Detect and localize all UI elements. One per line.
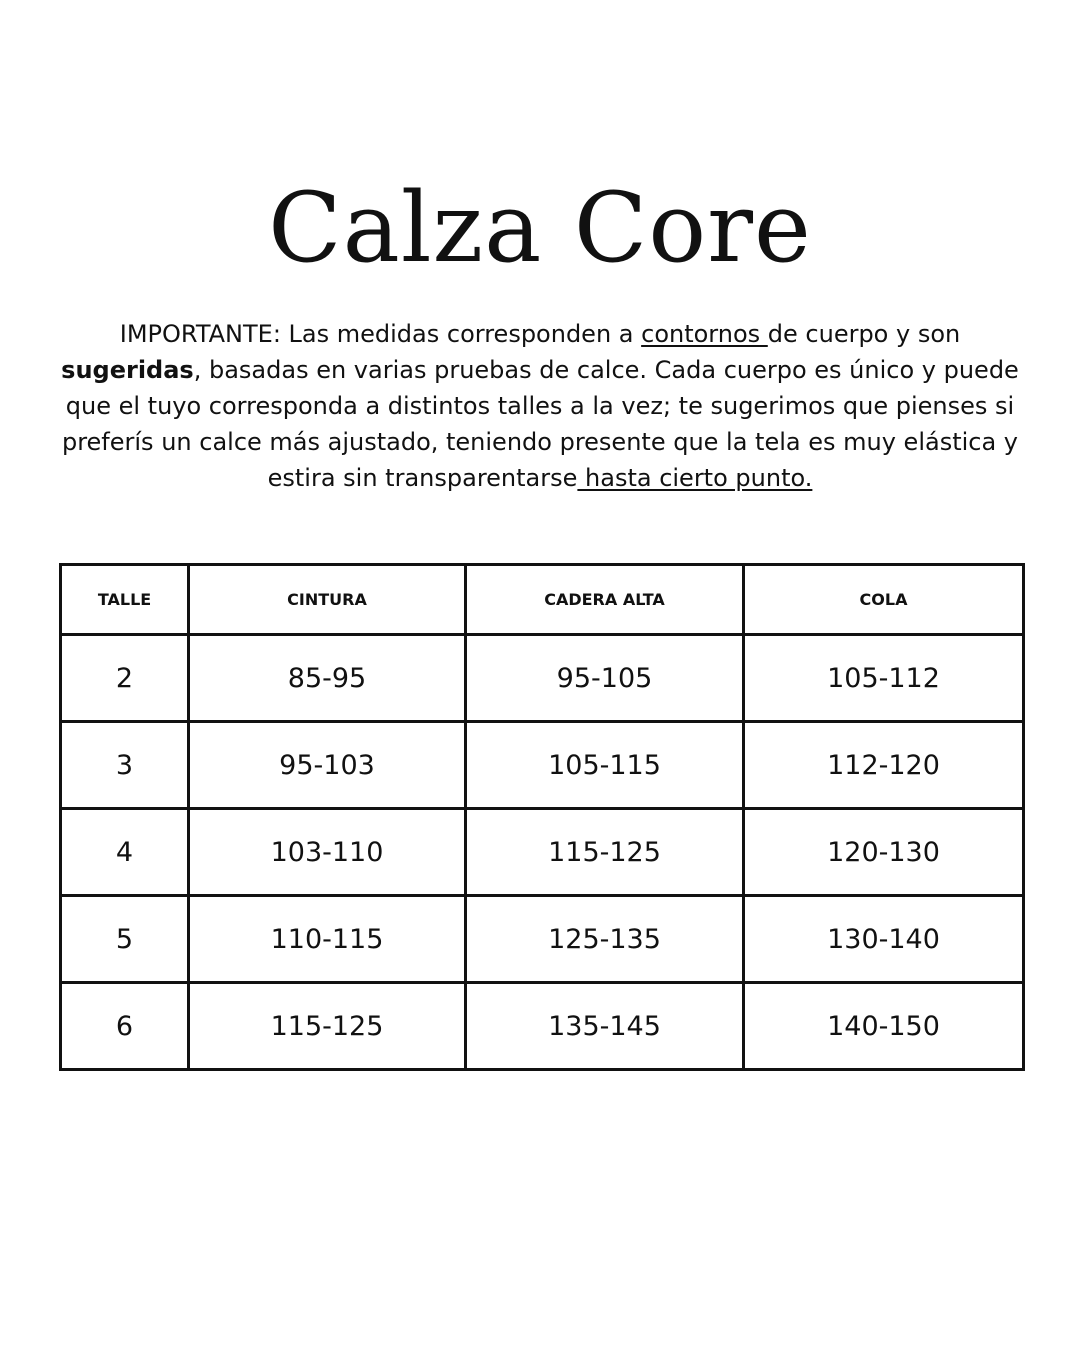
header-cintura: CINTURA: [189, 565, 466, 635]
cell-cadera-alta: 115-125: [466, 809, 744, 896]
notice-bold-sugeridas: sugeridas: [61, 356, 194, 384]
cell-cadera-alta: 135-145: [466, 983, 744, 1070]
cell-cintura: 110-115: [189, 896, 466, 983]
page-title: Calza Core: [268, 172, 812, 284]
cell-cola: 112-120: [744, 722, 1024, 809]
cell-talle: 5: [61, 896, 189, 983]
table-row: [61, 809, 1024, 896]
cell-cola: 120-130: [744, 809, 1024, 896]
cell-cadera-alta: 95-105: [466, 635, 744, 722]
notice-part3: , basadas en varias pruebas de calce. Cada cuerpo es único y puede que el tuyo corresponda a distintos talles a la vez; te sugerimos que pienses si preferís un calce más ajustado, teniendo presente que la tela es muy elástica y estira sin transparentarse: [61, 356, 1019, 492]
table-header-row: [61, 565, 1024, 635]
cell-talle: 4: [61, 809, 189, 896]
notice-underline-hasta: hasta cierto punto.: [577, 464, 813, 492]
cell-cintura: 103-110: [189, 809, 466, 896]
cell-cola: 140-150: [744, 983, 1024, 1070]
size-table: [59, 563, 1025, 1071]
cell-cadera-alta: 125-135: [466, 896, 744, 983]
header-cadera-alta: CADERA ALTA: [466, 565, 744, 635]
header-talle: TALLE: [61, 565, 189, 635]
notice-part2: de cuerpo y son: [767, 320, 961, 348]
table-row: [61, 635, 1024, 722]
notice-intro: IMPORTANTE: Las medidas corresponden a: [119, 320, 642, 348]
cell-talle: 2: [61, 635, 189, 722]
header-cola: COLA: [744, 565, 1024, 635]
cell-cintura: 115-125: [189, 983, 466, 1070]
cell-cadera-alta: 105-115: [466, 722, 744, 809]
table-row: [61, 983, 1024, 1070]
table-row: [61, 722, 1024, 809]
notice-underline-contornos: contornos: [641, 320, 768, 348]
table-row: [61, 896, 1024, 983]
cell-talle: 6: [61, 983, 189, 1070]
cell-cintura: 95-103: [189, 722, 466, 809]
cell-cola: 105-112: [744, 635, 1024, 722]
cell-cintura: 85-95: [189, 635, 466, 722]
notice-text: [60, 316, 1020, 496]
cell-talle: 3: [61, 722, 189, 809]
cell-cola: 130-140: [744, 896, 1024, 983]
